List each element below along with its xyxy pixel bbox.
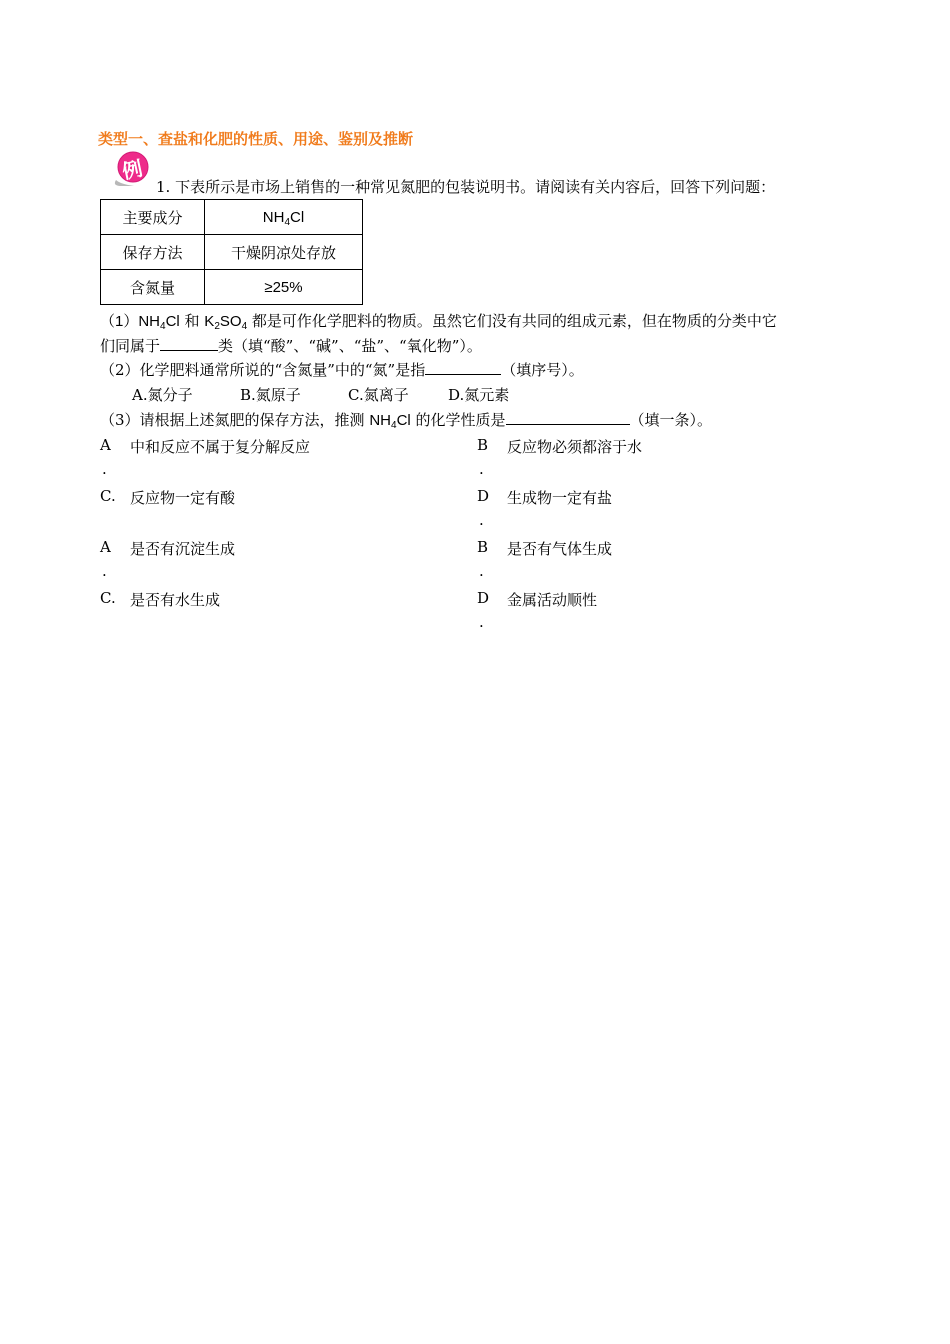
choice-text[interactable]: 金属活动顺性 [507,591,598,609]
table-key: 主要成分 [101,200,205,235]
example-badge-icon [112,150,152,188]
choice-letter: B [477,436,489,454]
choice-letter: C. [100,589,116,607]
choice-letter: D [477,589,490,607]
choice-dot: . [479,460,484,478]
choice-text[interactable]: 生成物一定有盐 [507,489,613,507]
answer-blank-1[interactable] [160,336,218,351]
choice-letter: A [100,436,111,454]
choice-dot: . [479,613,484,631]
part-2-option[interactable]: A.氮分子 [132,386,193,404]
table-row [101,270,363,305]
part-2-option[interactable]: B.氮原子 [240,386,301,404]
table-value: ≥25% [205,270,363,305]
table-key: 保存方法 [101,235,205,270]
part-2-option[interactable]: C.氮离子 [348,386,409,404]
choice-text[interactable]: 是否有沉淀生成 [130,540,236,558]
table-value: $NH_4Cl$ [205,200,363,235]
question-intro: 1. 下表所示是市场上销售的一种常见氮肥的包装说明书。请阅读有关内容后，回答下列问题： [156,178,776,196]
answer-blank-2[interactable] [425,360,501,375]
part-2-line: （2）化学肥料通常所说的“含氮量”中的“氮”是指 （填序号）。 [100,361,584,379]
table-row [101,200,363,235]
choice-letter: A [100,538,111,556]
fertilizer-info-table [100,199,363,305]
answer-blank-3[interactable] [506,410,630,425]
part-3-line: （3）请根据上述氮肥的保存方法，推测 $NH_4Cl$ 的化学性质是 （填一条）。 [100,411,713,431]
choice-dot: . [102,460,107,478]
choice-letter: C. [100,487,116,505]
choice-letter: B [477,538,489,556]
table-row [101,235,363,270]
choice-dot: . [479,511,484,529]
choice-dot: . [102,562,107,580]
table-value: 干燥阴凉处存放 [205,235,363,270]
part-1-line-2: 们同属于 类（填“酸”、“碱”、“盐”、“氧化物”）。 [100,337,482,355]
badge-char: 例 [120,156,145,184]
table-key: 含氮量 [101,270,205,305]
choice-text[interactable]: 是否有水生成 [130,591,221,609]
choice-text[interactable]: 是否有气体生成 [507,540,613,558]
part-2-option[interactable]: D.氮元素 [448,386,510,404]
choice-text[interactable]: 中和反应不属于复分解反应 [130,438,311,456]
section-title: 类型一、查盐和化肥的性质、用途、鉴别及推断 [98,130,414,148]
choice-text[interactable]: 反应物一定有酸 [130,489,236,507]
choice-letter: D [477,487,490,505]
part-1-line-1: $(1)NH_4Cl$ 和 $K_2SO_4$ 都是可作化学肥料的物质。虽然它们没有共同的组成元素，但在物质的分类中它 [100,312,777,332]
choice-dot: . [479,562,484,580]
choice-text[interactable]: 反应物必须都溶于水 [507,438,643,456]
